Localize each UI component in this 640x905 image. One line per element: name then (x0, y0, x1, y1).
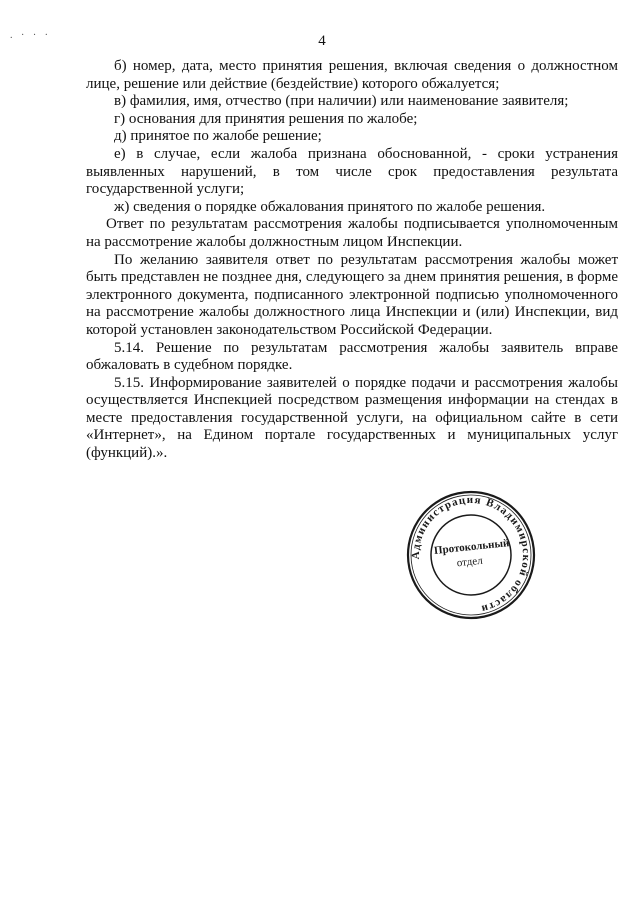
paragraph-answer-signing: Ответ по результатам рассмотрения жалобы подписывается уполномоченным на рассмотрение жалобы должностным лицом Инспекции. (86, 216, 618, 250)
paragraph-item-v: в) фамилия, имя, отчество (при наличии) или наименование заявителя; (114, 93, 569, 110)
paragraph-5-14: 5.14. Решение по результатам рассмотрения жалобы заявитель вправе обжаловать в судебном порядке. (86, 339, 618, 374)
paragraph-item-g: г) основания для принятия решения по жалобе; (114, 110, 418, 127)
stamp-center-line2: отдел (456, 554, 484, 570)
stamp-ring-text: Администрация Владимирской области (409, 493, 533, 616)
paragraph-item-b: б) номер, дата, место принятия решения, включая сведения о должностном лице, решение или действие (бездействие) которого обжалуется; (86, 58, 618, 92)
document-body (86, 58, 618, 463)
official-stamp (396, 490, 546, 620)
paragraph-5-15: 5.15. Информирование заявителей о порядке подачи и рассмотрения жалобы осуществляется Инспекцией посредством размещения информации на стендах в месте предоставления государственной услуги, на официальном сайте в сети «Интернет», на Едином портале государственных и муниципальных услуг (функций).». (86, 374, 618, 462)
page-number: 4 (318, 33, 326, 49)
paragraph-electronic-answer: По желанию заявителя ответ по результатам рассмотрения жалобы может быть представлен не позднее дня, следующего за днем принятия решения, в форме электронного документа, подписанного электронной подписью уполномоченного на рассмотрение жалобы должностного лица Инспекции и (или) Инспекции, вид которой установлен законодательством Российской Федерации. (86, 251, 618, 338)
stamp-seal-icon (396, 490, 546, 620)
paragraph-item-e: е) в случае, если жалоба признана обоснованной, - сроки устранения выявленных нарушений, в том числе срок предоставления результата государственной услуги; (86, 145, 618, 198)
paragraph-item-zh: ж) сведения о порядке обжалования принятого по жалобе решения. (114, 198, 546, 215)
stamp-center-line1: Протокольный (433, 537, 510, 557)
paragraph-item-d: д) принятое по жалобе решение; (114, 128, 322, 145)
scan-artifact: . · · · (10, 30, 51, 41)
